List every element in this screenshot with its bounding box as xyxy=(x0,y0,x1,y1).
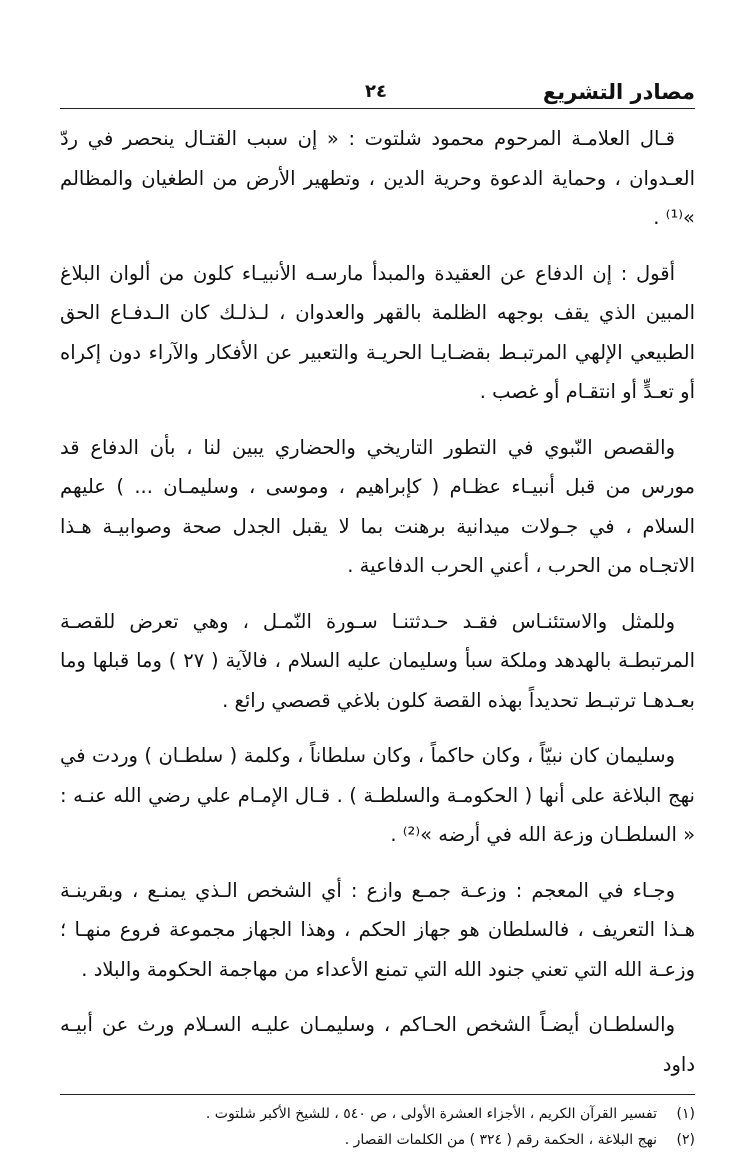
footnote-text: تفسير القرآن الكريم ، الأجزاء العشرة الأولى ، ص ٥٤٠ ، للشيخ الأكبر شلتوت . xyxy=(205,1106,657,1122)
footnote-number: (٢) xyxy=(676,1132,695,1148)
paragraph: والقصص النّبوي في التطور التاريخي والحضاري يبين لنا ، بأن الدفاع قد مورس من قبل أنبيـاء عظـام ( كإبراهيم ، وموسى ، وسليمـان ... ) عليهم السلام ، في جـولات ميدانية برهنت بما لا يقبل الجدل صحة وصوابيـة هـذا الاتجـاه من الحرب ، أعني الحرب الدفاعية . xyxy=(60,435,695,577)
footnote-text: نهج البلاغة ، الحكمة رقم ( ٣٢٤ ) من الكلمات القصار . xyxy=(344,1132,657,1148)
footnote xyxy=(60,1101,695,1127)
document-page xyxy=(60,72,695,1153)
running-header xyxy=(60,72,695,109)
running-title: مصادر التشريع xyxy=(542,80,695,104)
footnotes xyxy=(60,1094,695,1153)
paragraph: وللمثل والاستئنـاس فقـد حـدثتنـا سـورة النّمـل ، وهي تعرض للقصـة المرتبطـة بالهدهد وملكة سبأ وسليمان عليه السلام ، فالآية ( ٢٧ ) وما قبلها وما بعـدهـا ترتبـط تحديداً بهذه القصة كلون بلاغي قصصي رائع . xyxy=(60,609,695,712)
paragraph: قـال العلامـة المرحوم محمود شلتوت : « إن سبب القتـال ينحصر في ردّ العـدوان ، وحماية الدعوة وحرية الدين ، وتطهير الأرض من الطغيان والمظالم »⁽¹⁾ . xyxy=(60,127,695,229)
paragraph: أقول : إن الدفاع عن العقيدة والمبدأ مارسـه الأنبيـاء كلون من ألوان البلاغ المبين الذي يقف بوجهه الظلمة بالقهر والعدوان ، لـذلـك كان الـدفـاع الحق الطبيعي الإلهي المرتبـط بقضـايـا الحريـة والتعبير عن الأفكار والآراء دون إكراه أو تعـدٍّ أو انتقـام أو غصب . xyxy=(60,261,695,403)
paragraph: وسليمان كان نبيّاً ، وكان حاكماً ، وكان سلطاناً ، وكلمة ( سلطـان ) وردت في نهج البلاغة على أنها ( الحكومـة والسلطـة ) . قـال الإمـام علي رضي الله عنـه : « السلطـان وزعة الله في أرضه »⁽²⁾ . xyxy=(60,744,695,846)
footnote xyxy=(60,1127,695,1153)
page-number: ٢٤ xyxy=(365,81,387,102)
body-text xyxy=(60,119,695,1084)
paragraph: والسلطـان أيضـاً الشخص الحـاكم ، وسليمـان عليـه السـلام ورث عن أبيـه داود xyxy=(60,1013,695,1076)
footnote-number: (١) xyxy=(676,1106,695,1122)
paragraph: وجـاء في المعجم : وزعـة جمـع وازع : أي الشخص الـذي يمنـع ، وبقرينـة هـذا التعريف ، فالسلطان هو جهاز الحكم ، وهذا الجهاز مجموعة فروع منهـا ؛ وزعـة الله التي تعني جنود الله التي تمنع الأعداء من مهاجمة الحكومة والبلاد . xyxy=(60,878,695,981)
